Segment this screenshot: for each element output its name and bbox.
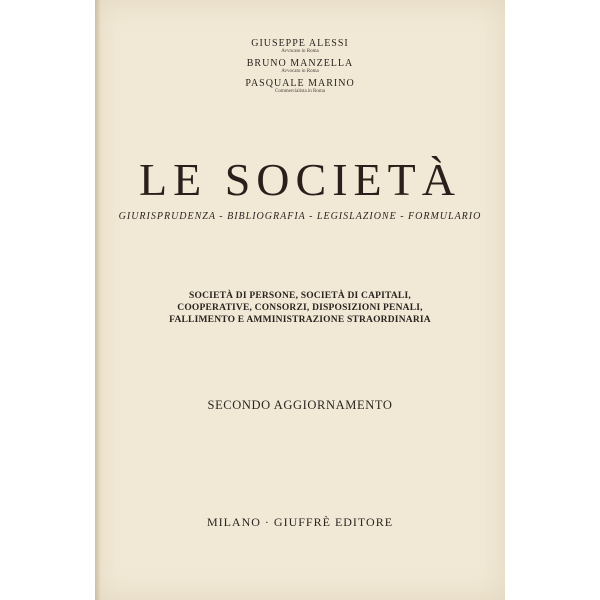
book-title: LE SOCIETÀ bbox=[139, 154, 461, 205]
author-role: Avvocato in Roma bbox=[281, 69, 319, 74]
author-list bbox=[95, 38, 505, 98]
author-entry bbox=[95, 58, 505, 75]
author-role: Commercialista in Roma bbox=[275, 89, 325, 94]
author-name: BRUNO MANZELLA bbox=[246, 58, 354, 69]
author-entry bbox=[95, 78, 505, 95]
book-subtitle: GIURISPRUDENZA - BIBLIOGRAFIA - LEGISLAZIONE - FORMULARIO bbox=[118, 211, 482, 222]
author-role: Avvocato in Roma bbox=[281, 49, 319, 54]
title-page bbox=[95, 0, 505, 600]
author-entry bbox=[95, 38, 505, 55]
author-name: GIUSEPPE ALESSI bbox=[251, 38, 349, 49]
topics-line: SOCIETÀ DI PERSONE, SOCIETÀ DI CAPITALI, bbox=[189, 291, 411, 301]
topics-line: COOPERATIVE, CONSORZI, DISPOSIZIONI PENALI, bbox=[177, 303, 423, 313]
publisher-imprint: MILANO · GIUFFRÈ EDITORE bbox=[206, 515, 394, 529]
author-name: PASQUALE MARINO bbox=[245, 78, 355, 89]
topics-line: FALLIMENTO E AMMINISTRAZIONE STRAORDINARIA bbox=[169, 315, 431, 325]
topics-block bbox=[95, 290, 505, 326]
edition-label: SECONDO AGGIORNAMENTO bbox=[207, 398, 393, 412]
